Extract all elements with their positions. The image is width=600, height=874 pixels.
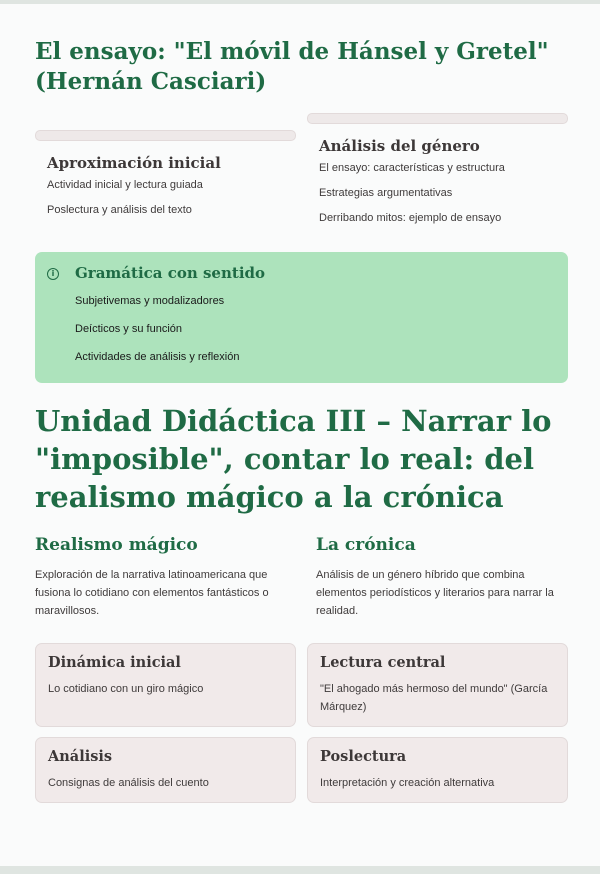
card-text: Lo cotidiano con un giro mágico xyxy=(48,683,204,695)
decorative-bar xyxy=(307,113,568,124)
list-item: Actividades de análisis y reflexión xyxy=(75,351,240,363)
chronicle-heading: La crónica xyxy=(316,535,416,555)
list-item: El ensayo: características y estructura xyxy=(319,162,505,174)
card-title: Dinámica inicial xyxy=(48,654,181,671)
list-item: Subjetivemas y modalizadores xyxy=(75,295,225,307)
approach-heading: Aproximación inicial xyxy=(47,154,221,172)
list-item: Actividad inicial y lectura guiada xyxy=(47,179,203,191)
card-title: Poslectura xyxy=(320,748,407,765)
card-text: Consignas de análisis del cuento xyxy=(48,777,209,789)
list-item: Estrategias argumentativas xyxy=(319,187,453,199)
list-item: Deícticos y su función xyxy=(75,323,182,335)
decorative-bar xyxy=(35,130,296,141)
page xyxy=(0,4,600,866)
section-title: El ensayo: "El móvil de Hánsel y Gretel" (Hernán Casciari) xyxy=(35,38,549,95)
info-icon: i xyxy=(47,268,59,280)
magic-realism-description: Exploración de la narrativa latinoamericana que fusiona lo cotidiano con elementos fantásticos o maravillosos. xyxy=(35,569,269,617)
genre-heading: Análisis del género xyxy=(319,137,480,155)
list-item: Derribando mitos: ejemplo de ensayo xyxy=(319,212,502,224)
callout-title: Gramática con sentido xyxy=(75,264,266,282)
magic-realism-heading: Realismo mágico xyxy=(35,535,198,555)
card-post-reading xyxy=(307,737,568,803)
grammar-callout xyxy=(35,252,568,383)
card-text: "El ahogado más hermoso del mundo" (García Márquez) xyxy=(320,683,548,713)
card-title: Lectura central xyxy=(320,654,446,671)
list-item: Poslectura y análisis del texto xyxy=(47,204,192,216)
card-title: Análisis xyxy=(48,748,113,765)
card-central-reading xyxy=(307,643,568,727)
unit-title: Unidad Didáctica III – Narrar lo "imposible", contar lo real: del realismo mágico a la crónica xyxy=(35,404,552,514)
card-text: Interpretación y creación alternativa xyxy=(320,777,495,789)
chronicle-description: Análisis de un género híbrido que combina elementos periodísticos y literarios para narrar la realidad. xyxy=(316,569,554,617)
card-initial-dynamic xyxy=(35,643,296,727)
card-analysis xyxy=(35,737,296,803)
